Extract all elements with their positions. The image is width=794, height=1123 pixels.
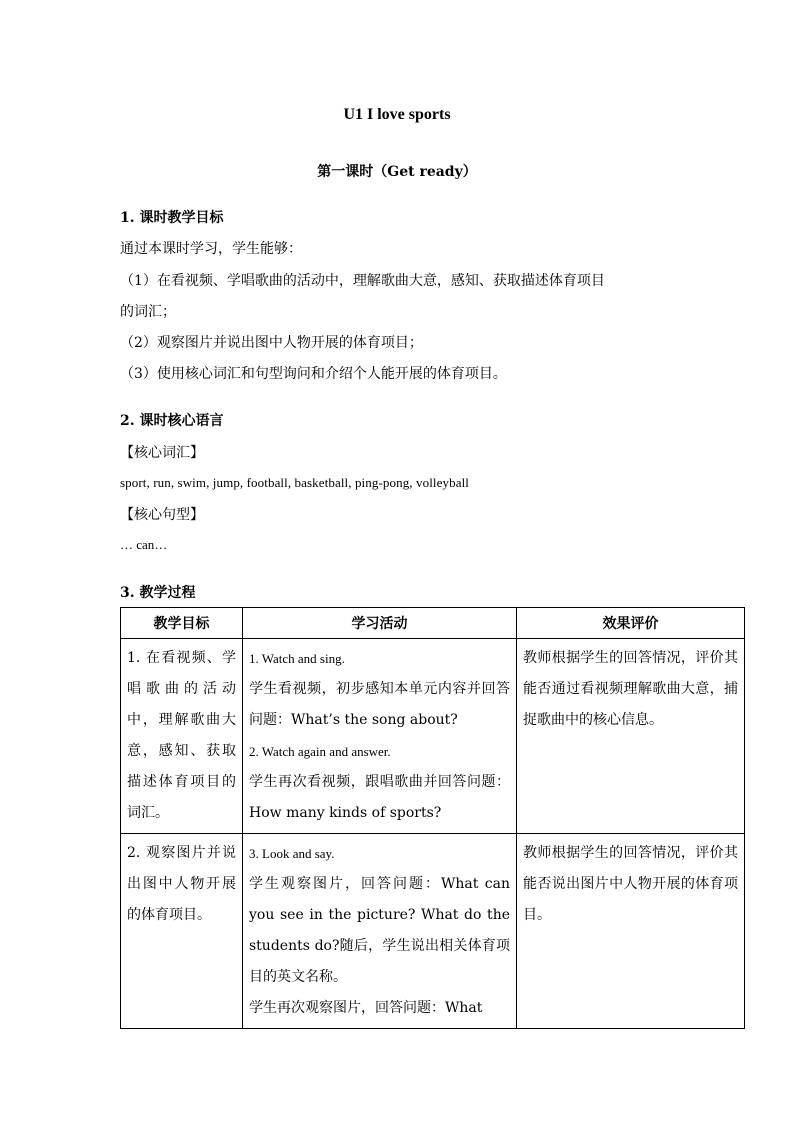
row-2-goal: 2. 观察图片并说出图中人物开展的体育项目。 bbox=[121, 834, 243, 1029]
activity-line: 学生再次看视频，跟唱歌曲并回答问题：How many kinds of sports? bbox=[249, 774, 510, 821]
table-header-row bbox=[121, 608, 745, 639]
objective-2: （2）观察图片并说出图中人物开展的体育项目； bbox=[120, 335, 423, 351]
header-evaluation: 效果评价 bbox=[517, 608, 745, 639]
activity-line: 学生看视频，初步感知本单元内容并回答问题：What’s the song about? bbox=[249, 681, 510, 728]
core-pattern-label: 【核心句型】 bbox=[120, 507, 204, 523]
section-1-heading: 1. 课时教学目标 bbox=[120, 210, 224, 226]
core-vocab-list: sport, run, swim, jump, football, basketball, ping-pong, volleyball bbox=[120, 475, 469, 490]
row-2-evaluation: 教师根据学生的回答情况，评价其能否说出图片中人物开展的体育项目。 bbox=[517, 834, 745, 1029]
row-1-activity bbox=[243, 639, 517, 834]
objective-3: （3）使用核心词汇和句型询问和介绍个人能开展的体育项目。 bbox=[120, 366, 507, 382]
lesson-title: 第一课时（Get ready） bbox=[317, 164, 477, 180]
table-row bbox=[121, 639, 745, 834]
table-row bbox=[121, 834, 745, 1029]
activity-line: 学生观察图片，回答问题：What can you see in the picture? What do the students do?随后，学生说出相关体育项目的英文名称。 bbox=[249, 876, 510, 985]
activity-line: 3. Look and say. bbox=[249, 846, 335, 861]
core-pattern: … can… bbox=[120, 537, 168, 552]
section-3-heading: 3. 教学过程 bbox=[120, 585, 196, 601]
objective-1-line-1: （1）在看视频、学唱歌曲的活动中，理解歌曲大意，感知、获取描述体育项目 bbox=[120, 273, 605, 289]
activity-line: 学生再次观察图片，回答问题：What bbox=[249, 1000, 483, 1016]
section-2-heading: 2. 课时核心语言 bbox=[120, 413, 224, 429]
header-activity: 学习活动 bbox=[243, 608, 517, 639]
objective-1-line-2: 的词汇； bbox=[120, 304, 176, 320]
row-1-goal: 1. 在看视频、学唱歌曲的活动中，理解歌曲大意，感知、获取描述体育项目的词汇。 bbox=[121, 639, 243, 834]
core-vocab-label: 【核心词汇】 bbox=[120, 445, 204, 461]
teaching-process-table bbox=[120, 607, 745, 1029]
row-1-evaluation: 教师根据学生的回答情况，评价其能否通过看视频理解歌曲大意，捕捉歌曲中的核心信息。 bbox=[517, 639, 745, 834]
activity-line: 1. Watch and sing. bbox=[249, 651, 345, 666]
row-2-activity bbox=[243, 834, 517, 1029]
page-title: U1 I love sports bbox=[343, 106, 451, 123]
objectives-intro: 通过本课时学习，学生能够： bbox=[120, 241, 302, 257]
header-goal: 教学目标 bbox=[121, 608, 243, 639]
activity-line: 2. Watch again and answer. bbox=[249, 744, 391, 759]
